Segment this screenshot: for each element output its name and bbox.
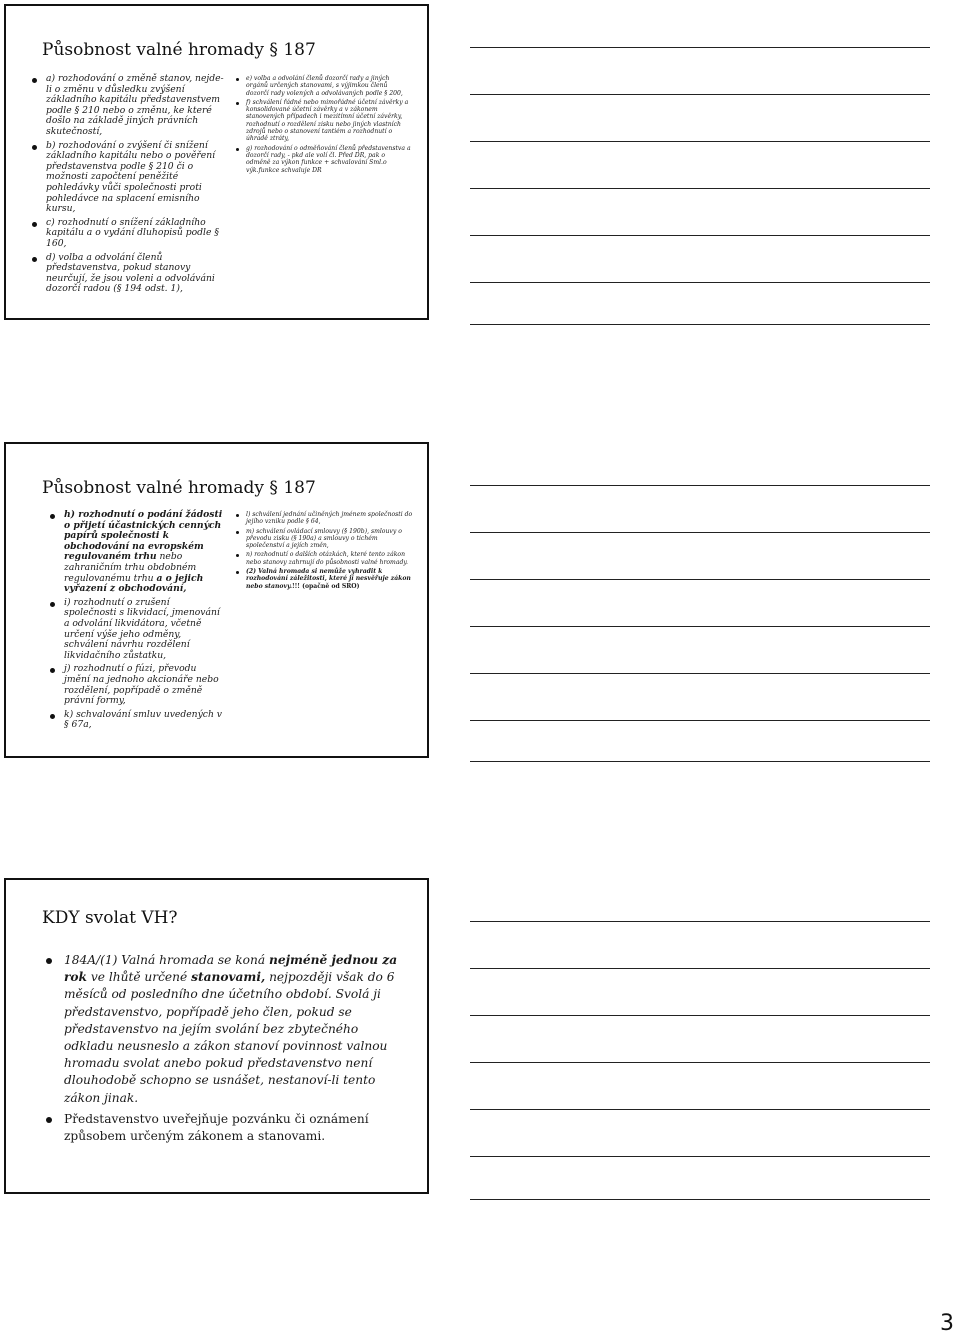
list-item: g) rozhodování o odměňování členů představenstva a dozorčí rady, - pkd ale volí čl. Před DR, pak o odměně za výkon funkce + schvalování Sml.o výk.funkce schvaluje DR [246,144,411,174]
slide-title: Působnost valné hromady § 187 [42,40,316,60]
note-line [470,1156,930,1157]
slide-1-left-list [46,74,224,298]
list-item: c) rozhodnutí o snížení základního kapitálu a o vydání dluhopisů podle § 160, [46,218,224,250]
list-item: j) rozhodnutí o fúzi, převodu jmění na jednoho akcionáře nebo rozdělení, popřípadě o změně právní formy, [64,664,224,706]
note-line [470,47,930,48]
emphasis-text: nejméně jednou za rok [64,953,398,985]
list-item: f) schválení řádné nebo mimořádné účetní závěrky a konsolidované účetní závěrky a v zákonem stanovených případech i mezitímní účetní závěrky, rozhodnutí o rozdělení zisku nebo jiných vlastních zdrojů nebo o stanovení tantiém a rozhodnutí o úhradě ztráty, [246,99,411,143]
note-line [470,1062,930,1063]
slide-title: Působnost valné hromady § 187 [42,478,316,498]
note-line [470,94,930,95]
emphasis-text: !!! (opačně od SRO) [291,582,360,590]
slide-3-list [64,952,399,1149]
list-item: b) rozhodování o zvýšení či snížení základního kapitálu nebo o pověření představenstva podle § 210 či o možnosti započtení peněžité pohledávky vůči společnosti proti pohledávce na splacení emisního kursu, [46,141,224,215]
note-line [470,532,930,533]
list-item: m) schválení ovládací smlouvy (§ 190b), smlouvy o převodu zisku (§ 190a) a smlouvy o tichém společenství a jejích změn, [246,528,414,550]
note-line [470,626,930,627]
note-line [470,579,930,580]
note-line [470,1109,930,1110]
note-line [470,324,930,325]
slide-title: KDY svolat VH? [42,908,178,928]
note-line [470,188,930,189]
list-item: k) schvalování smluv uvedených v § 67a, [64,710,224,731]
list-item: a) rozhodování o změně stanov, nejde-li o změnu v důsledku zvýšení základního kapitálu představenstvem podle § 210 nebo o změnu, ke které došlo na základě jiných právních skutečností, [46,73,224,137]
list-item: l) schválení jednání učiněných jménem společnosti do jejího vzniku podle § 64, [246,511,413,526]
emphasis-text: a o jejich vyřazení z obchodování, [64,572,204,595]
slide-2-left-list [64,510,224,734]
list-item: Představenstvo uveřejňuje pozvánku či oznámení způsobem určeným zákonem a stanovami. [64,1111,399,1145]
list-item: i) rozhodnutí o zrušení společnosti s likvidací, jmenování a odvolání likvidátora, včetně určení výše jeho odměny, schválení návrhu rozdělení likvidačního zůstatku, [64,598,224,662]
note-line [470,968,930,969]
list-item [246,568,414,590]
emphasis-text: stanovami, [191,970,266,985]
list-item: n) rozhodnutí o dalších otázkách, které tento zákon nebo stanovy zahrnují do působnosti valné hromady. [246,551,414,566]
emphasis-text: h) rozhodnutí o podání žádosti o přijetí účastnických cenných papírů společnosti k obchodování na evropském regulovaném trhu [64,509,223,563]
plain-text: 184A/(1) Valná hromada se koná [64,953,269,967]
page-number: 3 [940,1311,954,1336]
list-item: e) volba a odvolání členů dozorčí rady a jiných orgánů určených stanovami, s výjimkou členů dozorčí rady volených a odvolávaných podle § 200, [246,75,411,97]
plain-text: nejpozději však do 6 měsíců od posledního dne účetního období. Svolá ji představenstvo, popřípadě jeho člen, pokud se představenstvo na jejím svolání bez zbytečného odkladu neusneslo a zákon stanoví povinnost valnou hromadu svolat anebo pokud představenstvo není dlouhodobě schopno se usnášet, nestanoví-li tento zákon jinak. [64,970,395,1105]
note-line [470,761,930,762]
note-line [470,282,930,283]
plain-text: ve lhůtě určené [87,970,192,985]
list-item: d) volba a odvolání členů představenstva, pokud stanovy neurčují, že jsou voleni a odvoláváni dozorčí radou (§ 194 odst. 1), [46,253,224,295]
note-line [470,485,930,486]
slide-1-right-list [246,75,411,176]
slide-1 [4,4,429,320]
list-item [64,952,399,1107]
plain-text: nebo zahraničním trhu obdobném regulovanému trhu [64,551,197,584]
note-line [470,720,930,721]
list-item [64,510,224,595]
note-line [470,1199,930,1200]
note-line [470,1015,930,1016]
note-line [470,235,930,236]
note-line [470,673,930,674]
note-line [470,921,930,922]
note-line [470,141,930,142]
slide-2-right-list [246,511,414,592]
slide-3 [4,878,429,1194]
slide-2 [4,442,429,758]
emphasis-text: (2) Valná hromada si nemůže vyhradit k rozhodování záležitosti, které jí nesvěřuje zákon nebo stanovy. [246,568,411,590]
